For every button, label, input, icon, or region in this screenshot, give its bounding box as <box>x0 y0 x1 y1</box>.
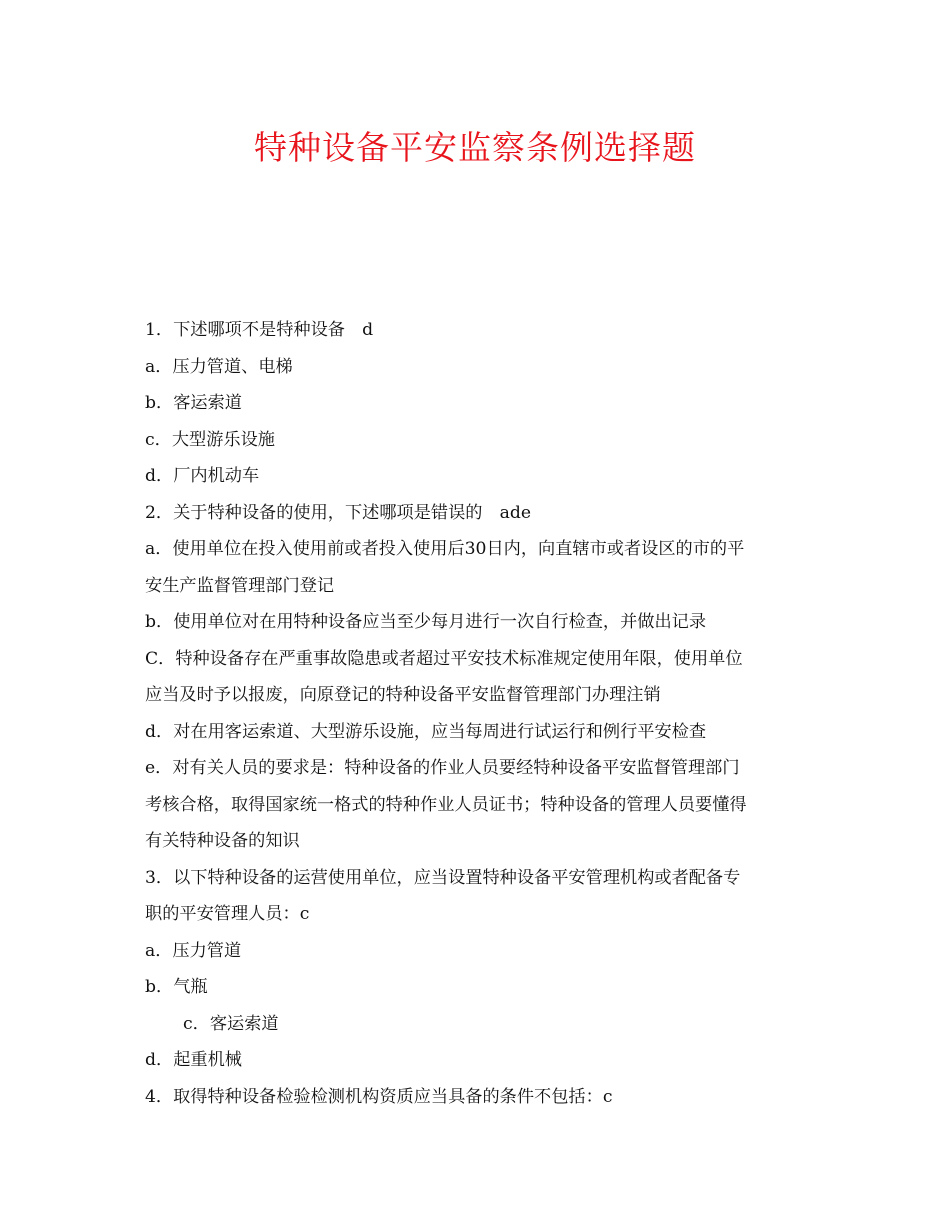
question-4: 4．取得特种设备检验检测机构资质应当具备的条件不包括：c <box>145 1086 613 1107</box>
question-2: 2．关于特种设备的使用，下述哪项是错误的 ade <box>145 502 532 523</box>
option-2c-line1: C．特种设备存在严重事故隐患或者超过平安技术标准规定使用年限，使用单位 <box>145 648 743 669</box>
option-2e-line1: e．对有关人员的要求是：特种设备的作业人员要经特种设备平安监督管理部门 <box>145 758 740 778</box>
option-1a: a．压力管道、电梯 <box>145 356 293 377</box>
question-3-line1: 3．以下特种设备的运营使用单位，应当设置特种设备平安管理机构或者配备专 <box>145 867 741 888</box>
option-1b: b．客运索道 <box>145 393 242 413</box>
option-2d: d．对在用客运索道、大型游乐设施，应当每周进行试运行和例行平安检查 <box>145 721 707 742</box>
option-1d: d．厂内机动车 <box>145 466 260 486</box>
question-list <box>145 312 815 1115</box>
option-2a-line2: 安生产监督管理部门登记 <box>145 575 335 596</box>
option-3d: d．起重机械 <box>145 1050 242 1070</box>
question-3-line2: 职的平安管理人员：c <box>145 904 310 924</box>
document-title: 特种设备平安监察条例选择题 <box>254 128 696 167</box>
question-1: 1．下述哪项不是特种设备 d <box>145 320 374 340</box>
option-3a: a．压力管道 <box>145 940 242 961</box>
option-2e-line2: 考核合格，取得国家统一格式的特种作业人员证书；特种设备的管理人员要懂得 <box>145 794 747 815</box>
option-2e-line3: 有关特种设备的知识 <box>145 831 300 851</box>
option-2a-line1: a．使用单位在投入使用前或者投入使用后30日内，向直辖市或者设区的市的平 <box>145 539 745 559</box>
option-3c: c．客运索道 <box>183 1013 279 1034</box>
option-3b: b．气瓶 <box>145 977 208 997</box>
option-2c-line2: 应当及时予以报废，向原登记的特种设备平安监督管理部门办理注销 <box>145 685 661 705</box>
option-1c: c．大型游乐设施 <box>145 429 275 450</box>
option-2b: b．使用单位对在用特种设备应当至少每月进行一次自行检查，并做出记录 <box>145 612 707 632</box>
